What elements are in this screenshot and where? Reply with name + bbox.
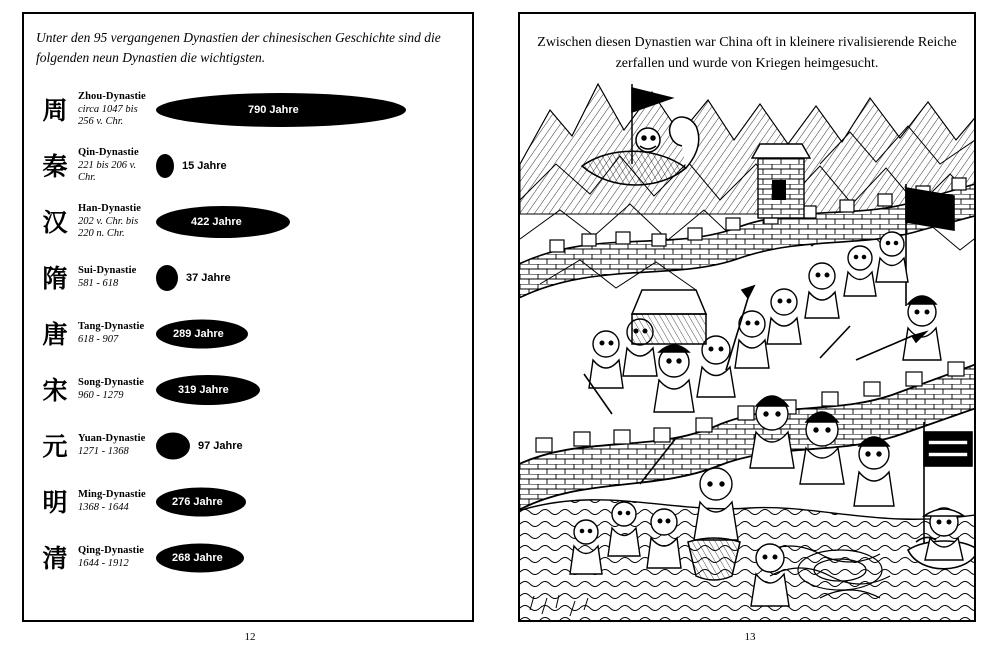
page-number-left: 12: [244, 631, 256, 643]
dynasty-hanzi: 汉: [42, 207, 68, 237]
dynasty-hanzi: 元: [42, 431, 68, 461]
bar: [156, 265, 178, 291]
dynasty-period: circa 1047 bis 256 v. Chr.: [78, 103, 138, 128]
chart-row: [32, 474, 468, 530]
bar-area: [156, 362, 468, 418]
bar-area: [156, 250, 468, 306]
bar-value-label: 268 Jahre: [172, 552, 223, 564]
dynasty-hanzi: 明: [42, 487, 68, 517]
dynasty-bar-chart: [32, 82, 468, 586]
dynasty-name: Zhou-Dynastie: [78, 90, 146, 102]
dynasty-hanzi: 秦: [42, 151, 68, 181]
bar-value-label: 790 Jahre: [248, 104, 299, 116]
dynasty-name: Han-Dynastie: [78, 202, 142, 214]
bar-value-label: 15 Jahre: [182, 160, 227, 172]
dynasty-label: [78, 91, 156, 129]
dynasty-label: [78, 545, 156, 571]
chart-row: [32, 418, 468, 474]
dynasty-name: Tang-Dynastie: [78, 321, 145, 333]
dynasty-label: [78, 433, 156, 459]
chart-row: [32, 530, 468, 586]
intro-paragraph: Unter den 95 vergangenen Dynastien der chinesischen Geschichte sind die folgenden neun Dynastien die wichtigsten.: [36, 30, 441, 65]
bar-value-label: 319 Jahre: [178, 384, 229, 396]
bar-value-label: 37 Jahre: [186, 272, 231, 284]
dynasty-hanzi: 隋: [42, 263, 68, 293]
dynasty-hanzi: 清: [42, 543, 68, 573]
bar-value-label: 289 Jahre: [173, 328, 224, 340]
right-page-frame: [518, 12, 976, 622]
dynasty-name: Qing-Dynastie: [78, 545, 145, 557]
dynasty-label: [78, 489, 156, 515]
dynasty-period: 618 - 907: [78, 334, 119, 345]
chart-row: [32, 362, 468, 418]
illustration-caption: Zwischen diesen Dynastien war China oft in kleinere rivalisierende Reiche zerfallen und wurde von Kriegen heimgesucht.: [537, 35, 957, 71]
dynasty-name: Sui-Dynastie: [78, 265, 137, 277]
chart-row: [32, 306, 468, 362]
dynasty-label: [78, 321, 156, 347]
bar-value-label: 97 Jahre: [198, 440, 243, 452]
bar-value-label: 422 Jahre: [191, 216, 242, 228]
dynasty-period: 581 - 618: [78, 278, 119, 289]
dynasty-name: Song-Dynastie: [78, 377, 145, 389]
bar-area: [156, 306, 468, 362]
dynasty-label: [78, 265, 156, 291]
dynasty-label: [78, 203, 156, 241]
chart-row: [32, 194, 468, 250]
war-scene-illustration: [520, 14, 974, 620]
dynasty-period: 1368 - 1644: [78, 502, 129, 513]
dynasty-period: 221 bis 206 v. Chr.: [78, 159, 137, 184]
dynasty-hanzi: 唐: [42, 319, 68, 349]
page-number-right: 13: [744, 631, 756, 643]
bar-area: [156, 418, 468, 474]
dynasty-label: [78, 147, 156, 185]
dynasty-hanzi: 周: [42, 95, 68, 125]
bar-area: [156, 82, 468, 138]
left-page-frame: [22, 12, 474, 622]
dynasty-name: Ming-Dynastie: [78, 489, 146, 501]
dynasty-period: 202 v. Chr. bis 220 n. Chr.: [78, 215, 139, 240]
dynasty-name: Yuan-Dynastie: [78, 433, 146, 445]
bar-area: [156, 474, 468, 530]
dynasty-hanzi: 宋: [42, 375, 68, 405]
dynasty-period: 960 - 1279: [78, 390, 124, 401]
chart-row: [32, 250, 468, 306]
chart-row: [32, 82, 468, 138]
bar: [156, 433, 190, 460]
dynasty-period: 1271 - 1368: [78, 446, 129, 457]
bar-value-label: 276 Jahre: [172, 496, 223, 508]
dynasty-name: Qin-Dynastie: [78, 146, 139, 158]
right-page: [500, 0, 1000, 657]
bar-area: [156, 138, 468, 194]
bar-area: [156, 530, 468, 586]
dynasty-period: 1644 - 1912: [78, 558, 129, 569]
dynasty-label: [78, 377, 156, 403]
chart-row: [32, 138, 468, 194]
bar-area: [156, 194, 468, 250]
bar: [156, 154, 174, 178]
